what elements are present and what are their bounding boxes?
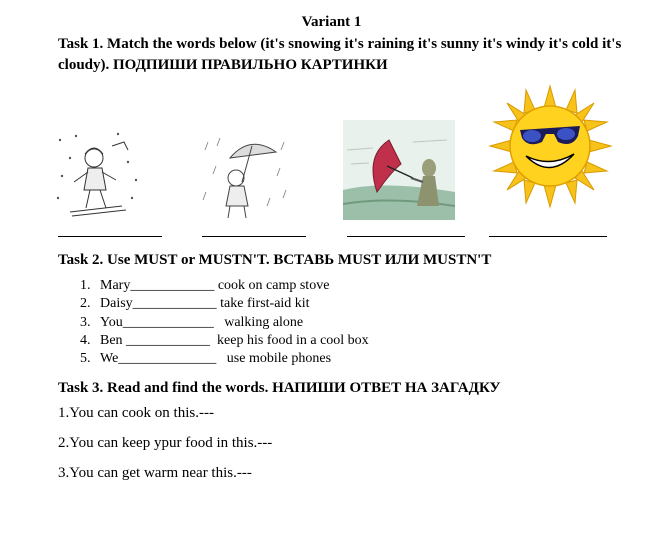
list-item[interactable]: 5. We______________ use mobile phones <box>80 351 332 367</box>
answer-blank-2[interactable] <box>202 236 306 237</box>
riddle-3: 3.You can get warm near this.--- <box>58 465 252 481</box>
must-exercise-list <box>80 277 369 368</box>
list-item[interactable]: 3. You_____________ walking alone <box>80 314 304 330</box>
answer-blank-4[interactable] <box>489 236 607 237</box>
sunny-sun-picture <box>488 84 613 209</box>
riddle-2: 2.You can keep ypur food in this.--- <box>58 435 273 451</box>
task2-heading: Task 2. Use MUST or MUSTN'T. ВСТАВЬ MUST ИЛИ MUSTN'T <box>58 252 492 268</box>
windy-umbrella-picture <box>343 120 455 220</box>
raining-umbrella-picture <box>200 132 292 220</box>
task1-heading: Task 1. Match the words below (it's snowing it's raining it's sunny it's windy it's cold it's cloudy). ПОДПИШИ ПРАВИЛЬНО КАРТИНКИ <box>58 36 622 73</box>
list-item[interactable]: 4. Ben ____________ keep his food in a cool box <box>80 332 369 348</box>
answer-blank-1[interactable] <box>58 236 162 237</box>
variant-title: Variant 1 <box>301 14 362 30</box>
riddle-1: 1.You can cook on this.--- <box>58 405 214 421</box>
task3-heading: Task 3. Read and find the words. НАПИШИ ОТВЕТ НА ЗАГАДКУ <box>58 380 501 396</box>
list-item[interactable]: 2. Daisy____________ take first-aid kit <box>80 296 310 312</box>
list-item[interactable]: 1. Mary____________ cook on camp stove <box>80 278 330 293</box>
answer-blank-3[interactable] <box>347 236 465 237</box>
snowing-skier-picture <box>52 128 142 223</box>
